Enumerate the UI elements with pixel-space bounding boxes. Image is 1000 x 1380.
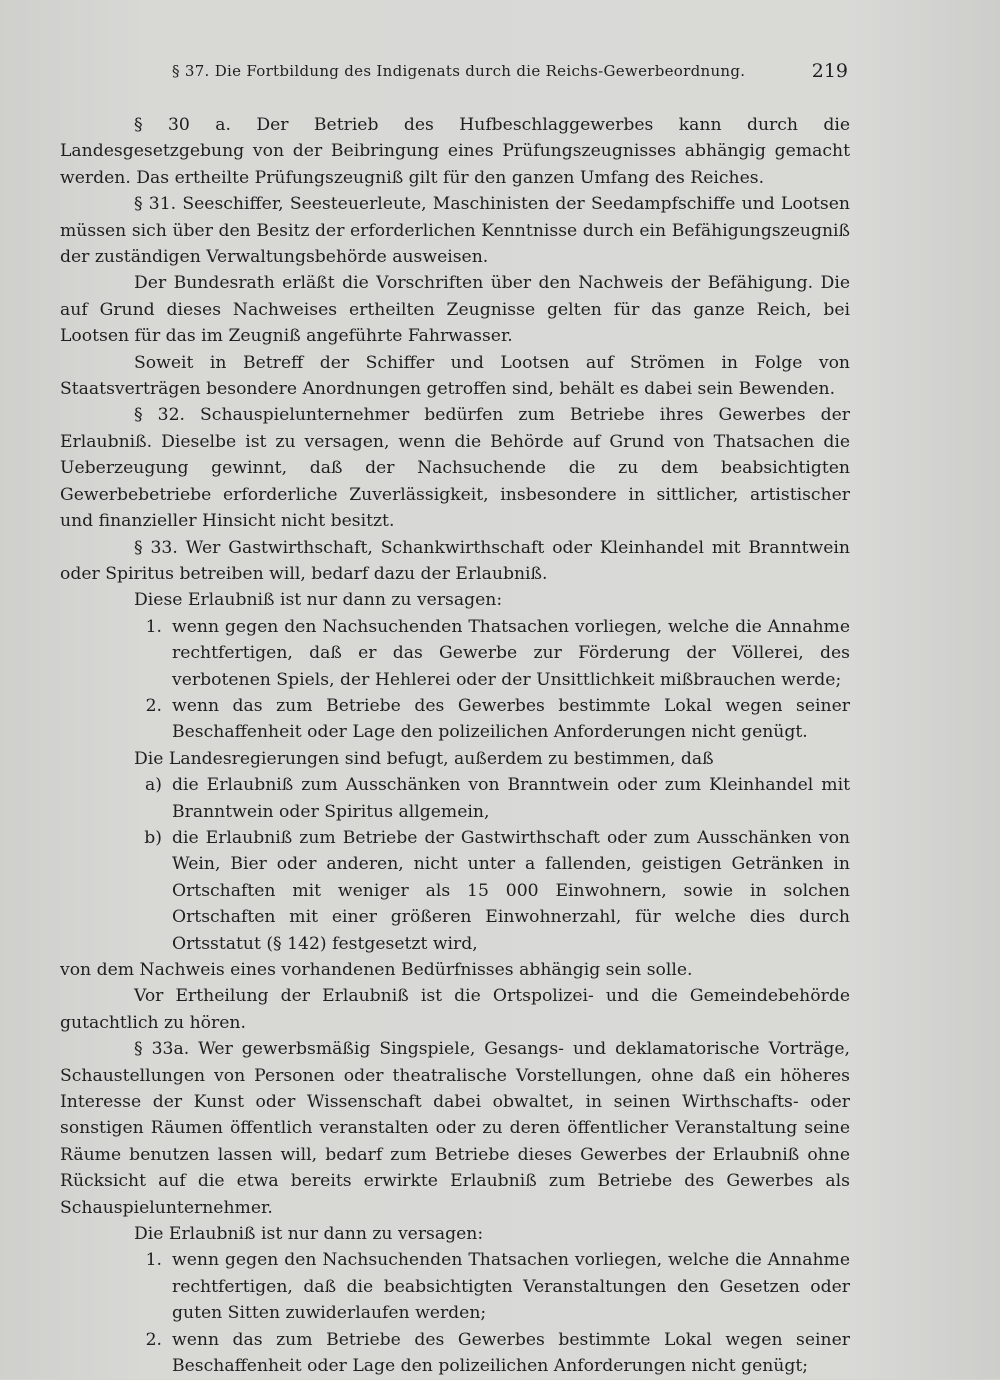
list-item-label: a) [145,775,162,796]
page-body [60,112,850,1380]
paragraph-ertheilung: Vor Ertheilung der Erlaubniß ist die Ortspolizei- und die Gemeindebehörde gutachtlich zu hören. [60,986,850,1033]
list-item-text: wenn das zum Betriebe des Gewerbes bestimmte Lokal wegen seiner Beschaffenheit oder Lage den polizeilichen Anforderungen nicht genügt; [172,1329,850,1377]
list-item [60,693,850,746]
list-item-label: 1. [145,616,162,637]
list-item-text: wenn gegen den Nachsuchenden Thatsachen vorliegen, welche die Annahme rechtfertigen, daß die beabsichtigten Veranstaltungen den Gesetzen oder guten Sitten zuwiderlaufen werden; [172,1250,850,1324]
paragraph-section-32: § 32. Schauspielunternehmer bedürfen zum Betriebe ihres Gewerbes der Erlaubniß. Dieselbe ist zu versagen, wenn die Behörde auf Grund von Thatsachen die Ueberzeugung gewinnt, daß der Nachsuchende die zu dem beabsichtigten Gewerbebetriebe erforderliche Zuverlässigkeit, insbesondere in sittlicher, artistischer und finanzieller Hinsicht nicht besitzt. [60,405,850,532]
list-item-text: die Erlaubniß zum Ausschänken von Branntwein oder zum Kleinhandel mit Branntwein oder Spiritus allgemein, [172,775,850,822]
list-item-text: wenn das zum Betriebe des Gewerbes bestimmte Lokal wegen seiner Beschaffenheit oder Lage den polizeilichen Anforderungen nicht genügt. [172,695,850,743]
page-number: 219 [811,60,848,82]
list-item [60,772,850,825]
paragraph-beduerfnis: von dem Nachweis eines vorhandenen Bedürfnisses abhängig sein solle. [60,960,693,980]
page-header [60,60,860,88]
list-item [60,825,850,957]
list-item-label: 2. [145,1329,162,1350]
paragraph-landesregierungen: Die Landesregierungen sind befugt, außerdem zu bestimmen, daß [134,748,714,769]
paragraph-staatsvertraege: Soweit in Betreff der Schiffer und Lootsen auf Strömen in Folge von Staatsverträgen besondere Anordnungen getroffen sind, behält es dabei sein Bewenden. [60,352,850,400]
list-item [60,614,850,693]
paragraph-section-33a: § 33a. Wer gewerbsmäßig Singspiele, Gesangs- und deklamatorische Vorträge, Schaustellungen von Personen oder theatralische Vorstellungen, ohne daß ein höheres Interesse der Kunst oder Wissenschaft dabei obwaltet, in seinen Wirthschafts- oder sonstigen Räumen öffentlich veranstalten oder zu deren öffentlicher Veranstaltung seine Räume benutzen lassen will, bedarf zum Betriebe dieses Gewerbes der Erlaubniß ohne Rücksicht auf die etwa bereits erwirkte Erlaubniß zum Betriebe des Gewerbes als Schauspielunternehmer. [60,1039,850,1218]
list-item-label: 1. [145,1250,162,1271]
list-item-label: 2. [145,695,162,716]
paragraph-section-33: § 33. Wer Gastwirthschaft, Schankwirthschaft oder Kleinhandel mit Branntwein oder Spiritus betreiben will, bedarf dazu der Erlaubniß. [60,537,850,584]
list-item [60,1247,850,1326]
list-item [60,1327,850,1380]
paragraph-section-31: § 31. Seeschiffer, Seesteuerleute, Maschinisten der Seedampfschiffe und Lootsen müssen sich über den Besitz der erforderlichen Kenntnisse durch ein Befähigungszeugniß der zuständigen Verwaltungsbehörde ausweisen. [60,194,850,268]
running-head: § 37. Die Fortbildung des Indigenats durch die Reichs-Gewerbeordnung. [172,62,746,80]
list-item-text: wenn gegen den Nachsuchenden Thatsachen vorliegen, welche die Annahme rechtfertigen, daß er das Gewerbe zur Förderung der Völlerei, des verbotenen Spiels, der Hehlerei oder der Unsittlichkeit mißbrauchen werde; [172,616,850,690]
list-item-text: die Erlaubniß zum Betriebe der Gastwirthschaft oder zum Ausschänken von Wein, Bier oder anderen, nicht unter a fallenden, geistigen Getränken in Ortschaften mit weniger als 15 000 Einwohnern, sowie in solchen Ortschaften mit einer größeren Einwohnerzahl, für welche dies durch Ortsstatut (§ 142) festgesetzt wird, [172,827,850,954]
paragraph-versagen-intro: Diese Erlaubniß ist nur dann zu versagen: [134,590,503,611]
list-item-label: b) [144,827,162,848]
paragraph-section-30a: § 30 a. Der Betrieb des Hufbeschlaggewerbes kann durch die Landesgesetzgebung von der Beibringung eines Prüfungszeugnisses abhängig gemacht werden. Das ertheilte Prüfungszeugniß gilt für den ganzen Umfang des Reiches. [60,115,850,188]
paragraph-bundesrath: Der Bundesrath erläßt die Vorschriften über den Nachweis der Befähigung. Die auf Grund dieses Nachweises ertheilten Zeugnisse gelten für das ganze Reich, bei Lootsen für das im Zeugniß angeführte Fahrwasser. [60,273,850,347]
paragraph-versagen-intro-2: Die Erlaubniß ist nur dann zu versagen: [134,1224,484,1245]
